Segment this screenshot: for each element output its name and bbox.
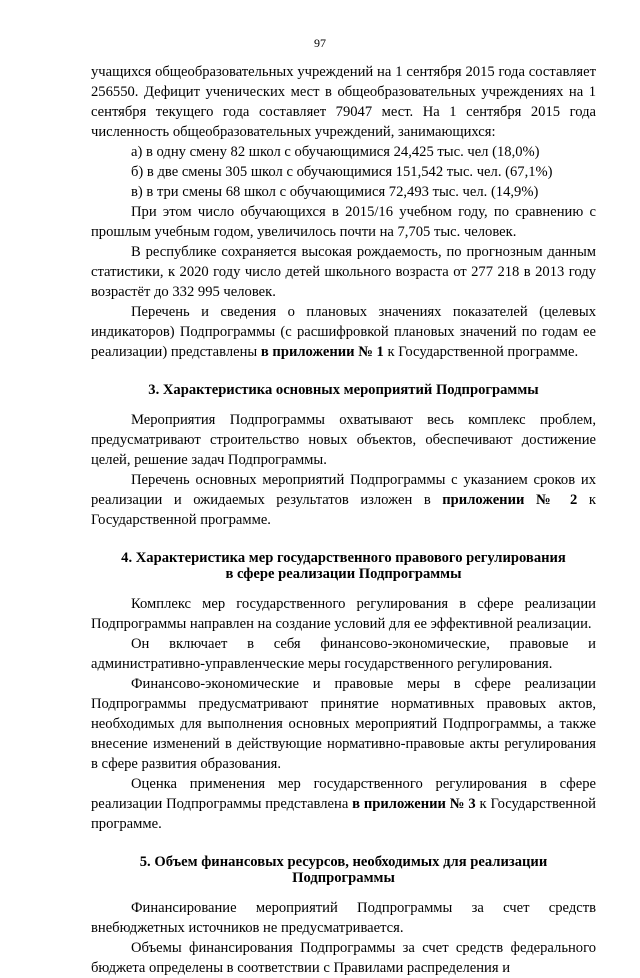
paragraph-students-count: учащихся общеобразовательных учреждений на 1 сентября 2015 года составляет 256550. Дефицит ученических мест в общеобразовательных учреждениях на 1 сентября текущего года составляет 79047 мест. На 1 сентября 2015 года численность общеобразовательных учреждений, занимающихся: bbox=[91, 64, 596, 140]
list-item-three-shifts: в) в три смены 68 школ с обучающимися 72,493 тыс. чел. (14,9%) bbox=[131, 184, 539, 200]
list-item-two-shifts: б) в две смены 305 школ с обучающимися 151,542 тыс. чел. (67,1%) bbox=[131, 164, 553, 180]
section-4-paragraph-3: Финансово-экономические и правовые меры в сфере реализации Подпрограммы предусматривают принятие нормативных правовых актов, необходимых для выполнения основных мероприятий Подпрограммы, а также внесение изменений в действующие нормативно-правовые акты регулирования в сфере развития образования. bbox=[91, 676, 596, 772]
paragraph-indicators: Перечень и сведения о плановых значениях показателей (целевых индикаторов) Подпрограммы (с расшифровкой плановых значений по годам ее реализации) представлены в приложении № 1 к Государственной программе. bbox=[91, 304, 596, 360]
document-body bbox=[91, 62, 596, 978]
appendix-2-reference: приложении № 2 bbox=[442, 492, 578, 508]
section-3-heading: 3. Характеристика основных мероприятий Подпрограммы bbox=[148, 382, 539, 398]
section-4-heading: 4. Характеристика мер государственного правового регулирования в сфере реализации Подпрограммы bbox=[121, 550, 566, 582]
list-item-one-shift: а) в одну смену 82 школ с обучающимися 24,425 тыс. чел (18,0%) bbox=[131, 144, 540, 160]
section-5-paragraph-1: Финансирование мероприятий Подпрограммы за счет средств внебюджетных источников не предусматривается. bbox=[91, 900, 596, 936]
paragraph-student-growth: При этом число обучающихся в 2015/16 учебном году, по сравнению с прошлым учебным годом, увеличилось почти на 7,705 тыс. человек. bbox=[91, 204, 596, 240]
appendix-3-reference: в приложении № 3 bbox=[352, 796, 476, 812]
section-4-paragraph-2: Он включает в себя финансово-экономические, правовые и административно-управленческие меры государственного регулирования. bbox=[91, 636, 596, 672]
appendix-1-reference: в приложении № 1 bbox=[260, 344, 384, 360]
section-5-heading: 5. Объем финансовых ресурсов, необходимых для реализации Подпрограммы bbox=[139, 854, 548, 886]
page-number: 97 bbox=[314, 36, 326, 50]
section-5-paragraph-2: Объемы финансирования Подпрограммы за счет средств федерального бюджета определены в соответствии с Правилами распределения и bbox=[91, 940, 596, 976]
paragraph-birth-rate: В республике сохраняется высокая рождаемость, по прогнозным данным статистики, к 2020 году число детей школьного возраста от 277 218 в 2013 году возрастёт до 332 995 человек. bbox=[91, 244, 596, 300]
section-3-paragraph-1: Мероприятия Подпрограммы охватывают весь комплекс проблем, предусматривают строительство новых объектов, обеспечивают достижение целей, решение задач Подпрограммы. bbox=[91, 412, 596, 468]
section-4-paragraph-4: Оценка применения мер государственного регулирования в сфере реализации Подпрограммы представлена в приложении № 3 к Государственной программе. bbox=[91, 776, 596, 832]
section-4-paragraph-1: Комплекс мер государственного регулирования в сфере реализации Подпрограммы направлен на создание условий для ее эффективной реализации. bbox=[91, 596, 596, 632]
section-3-paragraph-2: Перечень основных мероприятий Подпрограммы с указанием сроков их реализации и ожидаемых результатов изложен в приложении № 2 к Государственной программе. bbox=[91, 472, 596, 528]
